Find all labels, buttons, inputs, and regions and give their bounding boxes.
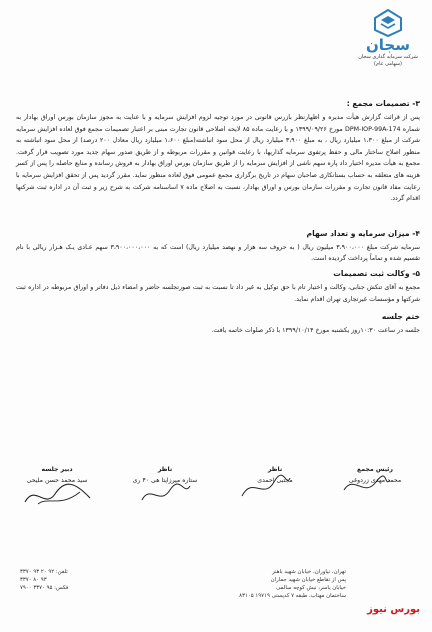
logo-name: سجان [366,36,410,54]
footer [16,560,420,620]
signature-name: محمد مهدی زردوغی [348,477,402,484]
section-3-text: پس از قرائت گزارش هیأت مدیره و اظهارنظر بازرس قانونی در مورد توجیه لزوم افزایش سرمایه و با عنایت به مجوز سازمان بورس اوراق بهادار به شماره DPM-IOP-99A-174 مورخ ۱۳۹۹/۰۹/۲۶ و با رعایت ماده ۸۵ لایحه اصلاحی قانون تجارت مبنی بر اعتبار تصمیمات مجمع فوق لعاده افزایش سرمایه شرکت از مبلغ ۱،۳۰۰ میلیارد ریال ، به مبلغ ۳،۹۰۰ میلیارد ریال از محل سود انباشته(مبلغ ۱،۶۰۰ میلیارد ریال معادل ۲۰۰ درصد) از محل سود انباشته به منظور اصلاح ساختار مالی و حفظ پرتفوی سرمایه گذاریها، با رعایت قوانین و مقررات مربوطه و از طریق صدور سهام جدید مورد تصویب قرار گرفت. مجمع به هیأت مدیره اختیار داد پاره سهم ناشی از افزایش سرمایه را از طریق سازمان بورس اوراق بهادار به فروش رسانده و منابع حاصله را پس از کسر هزینه های متعلقه به حساب بستانکاری صاحبان سهام در تاریخ برگزاری مجمع عمومی فوق لعاده منظور نماید. مقرر گردید پس از تحقق افزایش سرمایه با رعایت مفاد قانون تجارت و مقررات سازمان بورس و اوراق بهادار، نسبت به اصلاح ماده ۷ اساسنامه شرکت به شرح زیر و ثبت آن در اداره ثبت شرکتها اقدام گردد. [16,114,421,203]
signature-role: رئیس مجمع [357,466,393,473]
closing-text: جلسه در ساعت ۱۰:۳۰روز یکشنبه مورخ ۱۳۹۹/۱۰/۱۴ با ذکر صلوات خاتمه یافت. [211,327,420,335]
signature-role: ناظر [267,466,283,473]
section-4-title: ۴- میزان سرمایه و تعداد سهام [306,228,420,238]
address-line: خیابان یاسر، نبش کوچه سالمی [276,585,346,591]
section-5-text: مجمع به آقای تنکش جنابی، وکالت و اختیار تام با حق توکیل به غیر داد تا نسبت به ثبت صورتجلسه حاضر و امضاء ذیل دفاتر و اوراق مربوطه در اداره ثبت شرکتها و مؤسسات غیرتجاری تهران اقدام نماید. [16,283,420,303]
document-body [16,98,420,340]
handwritten-signature-secretary [20,474,100,514]
address-line: پس از تقاطع خیابان شهید جماران [270,577,346,583]
address-line: ساختمان مهتاب، طبقه ۷ کدپستی ۱۹۷۱۹ ۸۳۱۰۵ [239,593,346,599]
section-4-text: سرمایه شرکت مبلغ ۳،۹۰۰،۰۰۰ میلیون ریال ( به حروف سه هزار و نهصد میلیارد ریال) است که به ۳،۹۰۰،۰۰۰،۰۰۰ سهم عـادی یـک هـزار ریالی با نام تقسیم شده و تماماً پرداخت گردیده است. [16,243,420,263]
phone-line: تلفن: ۹۲ ۲۰ ۹۳ ۳۳۷۰ [20,569,68,575]
address-line: تهران، نیاوران، خیابان شهید باهنر [272,569,346,575]
logo-subtitle-2: (سهامی عام) [374,61,402,67]
signature-name: سید محمد حسن ملیحی [26,477,88,484]
closing-title: ختم جلسه [381,312,420,322]
signature-name: مجتبی احمدی [257,477,293,484]
signature-role: دبیر جلسه [41,466,73,473]
section-3-title: ۳- تصمیمات مجمع : [346,99,420,108]
signature-name: ستاره میرزاپتا هی ۴۰ ری [132,477,198,484]
handwritten-signature-observer-1 [234,470,294,506]
footer-phones [20,568,100,592]
signature-role: ناظر [157,466,173,473]
logo-mark-icon [369,8,407,38]
company-logo [352,8,424,68]
handwritten-signature-chairman [334,468,394,504]
brand-watermark: بورس نیوز [367,604,420,615]
phone-line: ۳۳۷۰ ۸۰ ۹۳ [20,577,47,583]
fax-line: فکس: ۹۵ ۳۳۷۰ ۷۹۰۰ [20,585,69,591]
handwritten-signature-observer-2 [136,476,196,512]
footer-address [166,568,346,600]
logo-subtitle: شرکت سرمایه گذاری سجان [358,54,418,60]
signature-block [16,464,420,524]
section-5-title: ۵- وکالت ثبت تصمیمات [333,268,420,278]
